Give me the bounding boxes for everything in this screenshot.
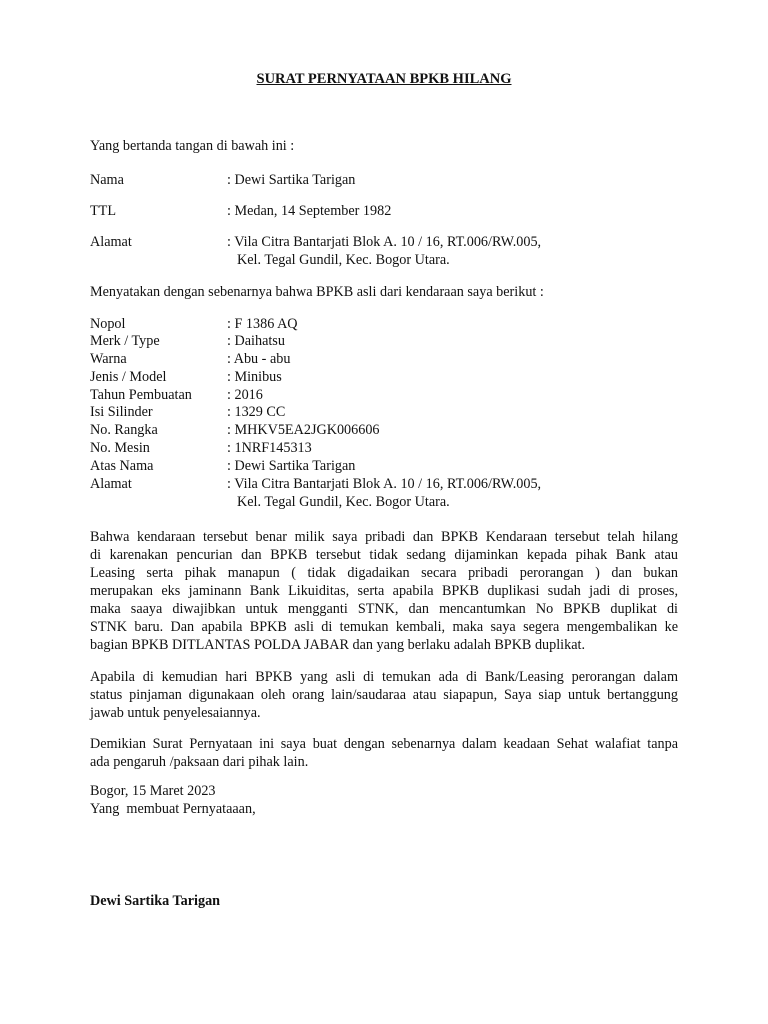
vehicle-value: : MHKV5EA2JGK006606 [227, 422, 380, 438]
vehicle-value: : Vila Citra Bantarjati Blok A. 10 / 16, RT.006/RW.005, [227, 476, 542, 492]
vehicle-label: Nopol [90, 316, 126, 332]
vehicle-value: : Dewi Sartika Tarigan [227, 458, 356, 474]
vehicle-value: : 1329 CC [227, 404, 286, 420]
vehicle-value: : Minibus [227, 369, 282, 385]
place-date: Bogor, 15 Maret 2023 [90, 783, 216, 799]
vehicle-value-continued: Kel. Tegal Gundil, Kec. Bogor Utara. [237, 494, 450, 510]
identity-label: Alamat [90, 234, 132, 250]
paragraph-closing [90, 735, 678, 771]
paragraph-line: jawab untuk penyelesaiannya. [90, 705, 261, 721]
vehicle-value: : F 1386 AQ [227, 316, 298, 332]
paragraph-line: Demikian Surat Pernyataan ini saya buat dengan sebenarnya dalam keadaan Sehat walafiat tanpa [90, 736, 678, 752]
paragraph-line: status pinjaman digunakaan oleh orang lain/saudaraa atau siapapun, Saya siap untuk bertanggung [90, 687, 678, 703]
vehicle-label: Isi Silinder [90, 404, 153, 420]
vehicle-label: No. Rangka [90, 422, 158, 438]
paragraph-line: Bahwa kendaraan tersebut benar milik saya pribadi dan BPKB Kendaraan tersebut telah hilang [90, 529, 678, 545]
vehicle-value: : Daihatsu [227, 333, 285, 349]
document-title: SURAT PERNYATAAN BPKB HILANG [256, 71, 512, 87]
vehicle-value: : Abu - abu [227, 351, 291, 367]
maker-label: Yang membuat Pernyataaan, [90, 801, 256, 817]
vehicle-label: Atas Nama [90, 458, 154, 474]
paragraph-line: di karenakan pencurian dan BPKB tersebut tidak sedang dijaminkan kepada pihak Bank atau [90, 547, 678, 563]
paragraph-line: STNK baru. Dan apabila BPKB asli di temukan kembali, maka saya segera mengembalikan ke [90, 619, 678, 635]
vehicle-value: : 2016 [227, 387, 263, 403]
vehicle-label: Tahun Pembuatan [90, 387, 192, 403]
paragraph-ownership [90, 528, 678, 654]
identity-value: : Dewi Sartika Tarigan [227, 172, 356, 188]
identity-label: TTL [90, 203, 116, 219]
statement-intro: Menyatakan dengan sebenarnya bahwa BPKB asli dari kendaraan saya berikut : [90, 284, 544, 300]
vehicle-label: No. Mesin [90, 440, 150, 456]
identity-value: : Medan, 14 September 1982 [227, 203, 392, 219]
paragraph-line: bagian BPKB DITLANTAS POLDA JABAR dan yang berlaku adalah BPKB duplikat. [90, 637, 585, 653]
identity-label: Nama [90, 172, 124, 188]
paragraph-liability [90, 668, 678, 722]
identity-value: : Vila Citra Bantarjati Blok A. 10 / 16, RT.006/RW.005, [227, 234, 542, 250]
vehicle-label: Merk / Type [90, 333, 160, 349]
paragraph-line: maka saaya diwajibkan untuk mengganti STNK, dan mencantumkan No BPKB duplikat di [90, 601, 678, 617]
paragraph-line: merupakan eks jaminann Bank Likuiditas, serta apabila BPKB duplikasi sudah jadi di proses, [90, 583, 678, 599]
vehicle-label: Alamat [90, 476, 132, 492]
identity-value-continued: Kel. Tegal Gundil, Kec. Bogor Utara. [237, 252, 450, 268]
vehicle-label: Jenis / Model [90, 369, 167, 385]
vehicle-value: : 1NRF145313 [227, 440, 312, 456]
paragraph-line: Apabila di kemudian hari BPKB yang asli di temukan ada di Bank/Leasing perorangan dalam [90, 669, 678, 685]
paragraph-line: Leasing serta pihak manapun ( tidak digadaikan secara pribadi perorangan ) dan bukan [90, 565, 678, 581]
paragraph-line: ada pengaruh /paksaan dari pihak lain. [90, 754, 309, 770]
vehicle-label: Warna [90, 351, 127, 367]
signer-name: Dewi Sartika Tarigan [90, 893, 221, 909]
intro-text: Yang bertanda tangan di bawah ini : [90, 138, 295, 154]
